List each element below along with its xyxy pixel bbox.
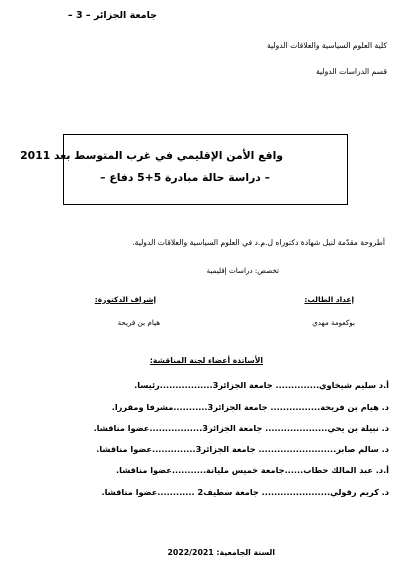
student-name: بوكعومة مهدي bbox=[312, 318, 355, 327]
committee-member: د. سالم صابر......................... جامعة الجزائر3..............عضوا مناقشا. bbox=[96, 444, 389, 454]
committee-member: أ.د. عبد المالك حطاب......جامعة خميس مليانة...........عضوا مناقشا. bbox=[116, 465, 389, 475]
faculty-name: كلية العلوم السياسية والعلاقات الدولية bbox=[266, 41, 387, 50]
specialization: تخصص: دراسات إقليمية bbox=[206, 266, 279, 275]
supervisor-label: إشراف الدكتورة: bbox=[94, 295, 156, 304]
student-label: إعداد الطالب: bbox=[304, 295, 354, 304]
thesis-title: واقع الأمن الإقليمي في غرب المتوسط بعد 2011 bbox=[20, 149, 283, 162]
academic-year: السنة الجامعية: 2022/2021 bbox=[167, 548, 275, 557]
thesis-subtitle: – دراسة حالة مبادرة 5+5 دفاع – bbox=[100, 171, 270, 184]
committee-title: الأساتذة أعضاء لجنة المناقشة: bbox=[149, 356, 263, 365]
supervisor-name: هيام بن فريحة bbox=[117, 318, 160, 327]
committee-member: د. كريم رقولي...................... جامعة سطيف2 ............عضوا مناقشا. bbox=[101, 487, 389, 497]
committee-member: د. هيام بن فريحة................ جامعة الجزائر3...........مشرفا ومقررا. bbox=[111, 402, 389, 412]
department-name: قسم الدراسات الدولية bbox=[315, 67, 387, 76]
university-name: جامعة الجزائر – 3 – bbox=[67, 10, 157, 21]
thesis-statement: أطروحة مقدّمة لنيل شهادة دكتوراه ل.م.د في العلوم السياسية والعلاقات الدولية. bbox=[132, 238, 385, 247]
committee-member: د. نبيلة بن يحي.................... جامعة الجزائر3.................عضوا مناقشا. bbox=[93, 423, 389, 433]
thesis-title-box bbox=[20, 134, 348, 205]
committee-member: أ.د سليم شيخاوي.............. جامعة الجزائر3.................رئيسا. bbox=[134, 380, 389, 390]
